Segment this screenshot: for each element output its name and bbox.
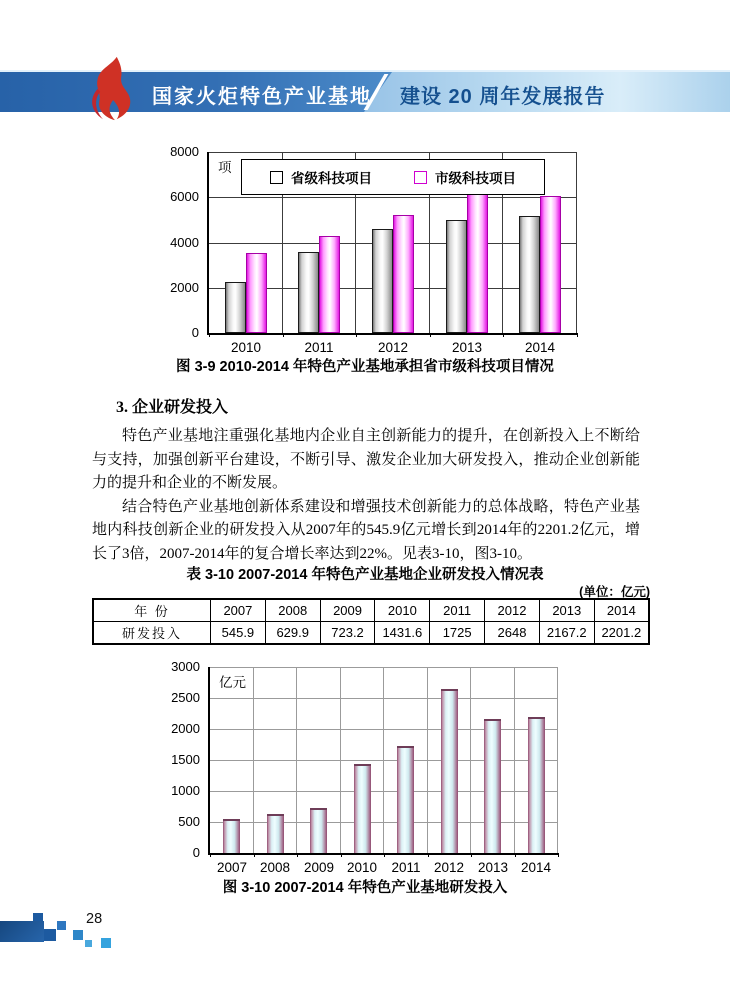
chart-legend xyxy=(241,159,545,195)
bar-2014-市级科技项目 xyxy=(540,196,561,333)
bar-2007-研发投入 xyxy=(223,819,240,853)
table-data-cell: 2201.2 xyxy=(594,622,649,645)
bar-2013-省级科技项目 xyxy=(446,220,467,333)
rd-investment-table xyxy=(92,598,650,645)
legend-item xyxy=(414,167,516,187)
pixel-decoration xyxy=(85,940,92,947)
bar-2010-省级科技项目 xyxy=(225,282,246,333)
bar-2014-省级科技项目 xyxy=(519,216,540,333)
pixel-decoration xyxy=(33,913,43,921)
torch-flame-icon xyxy=(84,56,144,122)
table-data-cell: 545.9 xyxy=(211,622,266,645)
chart-fig3-10 xyxy=(145,659,560,883)
bar-2011-省级科技项目 xyxy=(298,252,319,333)
x-axis-tick xyxy=(209,333,210,337)
v-gridline xyxy=(253,667,254,853)
y-axis-tick-label: 2000 xyxy=(171,721,200,736)
x-axis-tick xyxy=(297,853,298,857)
table-header-cell: 2014 xyxy=(594,599,649,622)
y-axis-tick-label: 1500 xyxy=(171,752,200,767)
x-axis-tick-label: 2012 xyxy=(433,860,465,875)
bar-2013-市级科技项目 xyxy=(467,193,488,333)
page-number: 28 xyxy=(86,911,103,927)
pixel-decoration xyxy=(0,921,44,942)
base-title: 国家火炬特色产业基地 xyxy=(152,86,372,108)
bar-2010-市级科技项目 xyxy=(246,253,267,333)
h-gridline xyxy=(210,667,558,668)
table-caption: 表 3-10 2007-2014 年特色产业基地企业研发投入情况表 xyxy=(186,567,544,583)
x-axis-tick-label: 2014 xyxy=(520,860,552,875)
pixel-decoration xyxy=(57,921,66,930)
x-axis-tick xyxy=(341,853,342,857)
bar-2011-研发投入 xyxy=(397,746,414,853)
table-header-cell: 2010 xyxy=(375,599,430,622)
legend-label: 市级科技项目 xyxy=(435,171,516,186)
x-axis-tick xyxy=(210,853,211,857)
legend-label: 省级科技项目 xyxy=(291,171,372,186)
bar-2009-研发投入 xyxy=(310,808,327,853)
figure-3-10-caption: 图 3-10 2007-2014 年特色产业基地研发投入 xyxy=(222,880,508,896)
pixel-decoration xyxy=(73,930,83,940)
pixel-decoration xyxy=(101,938,111,948)
table-data-cell: 1431.6 xyxy=(375,622,430,645)
x-axis-tick-label: 2014 xyxy=(524,340,556,355)
y-axis-tick-label: 2000 xyxy=(170,279,199,295)
x-axis-tick-label: 2013 xyxy=(451,340,483,355)
x-axis-tick-label: 2010 xyxy=(230,340,262,355)
section-heading: 3. 企业研发投入 xyxy=(116,399,229,416)
x-axis-tick-label: 2012 xyxy=(377,340,409,355)
x-axis-tick-label: 2007 xyxy=(216,860,248,875)
y-axis-tick-label: 3000 xyxy=(171,659,200,674)
h-gridline xyxy=(210,822,558,823)
bar-2013-研发投入 xyxy=(484,719,501,853)
table-header-cell: 2013 xyxy=(539,599,594,622)
paragraph-2: 结合特色产业基地创新体系建设和增强技术创新能力的总体战略，特色产业基地内科技创新企业的研发投入从2007年的545.9亿元增长到2014年的2201.2亿元，增长了3倍，2007-2014年的复合增长率达到22%。见表3-10，图3-10。 xyxy=(92,498,640,562)
plot-area xyxy=(208,667,558,875)
h-gridline xyxy=(210,760,558,761)
x-axis-tick xyxy=(471,853,472,857)
table-header-cell: 2007 xyxy=(211,599,266,622)
x-axis-tick-label: 2010 xyxy=(346,860,378,875)
bar-2011-市级科技项目 xyxy=(319,236,340,333)
table-header-cell: 年 份 xyxy=(93,599,211,622)
bar-2012-省级科技项目 xyxy=(372,229,393,333)
paragraph-1: 特色产业基地注重强化基地内企业自主创新能力的提升，在创新投入上不断给与支持，加强创新平台建设，不断引导、激发企业加大研发投入，推动企业创新能力的提升和企业的不断发展。 xyxy=(92,428,640,491)
table-header-cell: 2012 xyxy=(485,599,540,622)
x-axis-tick xyxy=(558,853,559,857)
x-axis-tick xyxy=(384,853,385,857)
body-text-block xyxy=(92,394,640,566)
y-axis-tick-label: 8000 xyxy=(170,144,199,159)
legend-swatch-icon xyxy=(414,171,427,184)
table-header-cell: 2008 xyxy=(265,599,320,622)
x-axis-tick xyxy=(254,853,255,857)
table-header-cell: 2009 xyxy=(320,599,375,622)
plot-area xyxy=(207,152,577,355)
x-axis-tick xyxy=(356,333,357,337)
table-unit-note: (单位：亿元) xyxy=(579,585,650,599)
x-axis-tick xyxy=(430,333,431,337)
x-axis-tick-label: 2009 xyxy=(303,860,335,875)
h-gridline xyxy=(209,152,577,153)
v-gridline xyxy=(470,667,471,853)
v-gridline xyxy=(383,667,384,853)
y-axis-tick-label: 4000 xyxy=(170,234,199,250)
x-axis-tick-label: 2008 xyxy=(259,860,291,875)
y-axis-tick-label: 500 xyxy=(178,814,200,829)
h-gridline xyxy=(210,698,558,699)
pixel-decoration xyxy=(44,929,56,941)
table-header-cell: 2011 xyxy=(430,599,485,622)
report-title: 建设 20 周年发展报告 xyxy=(400,86,606,108)
table-data-cell: 2648 xyxy=(485,622,540,645)
chart-fig3-9 xyxy=(145,144,579,363)
y-axis-unit-label: 项 xyxy=(218,160,232,175)
x-axis-tick xyxy=(577,333,578,337)
table-data-cell: 1725 xyxy=(430,622,485,645)
v-gridline xyxy=(557,667,558,853)
table-data-cell: 2167.2 xyxy=(539,622,594,645)
y-axis-tick-label: 6000 xyxy=(170,189,199,205)
bar-2010-研发投入 xyxy=(354,764,371,853)
x-axis-tick-label: 2011 xyxy=(391,860,421,875)
h-gridline xyxy=(210,729,558,730)
v-gridline xyxy=(514,667,515,853)
h-gridline xyxy=(210,791,558,792)
v-gridline xyxy=(296,667,297,853)
v-gridline xyxy=(427,667,428,853)
h-gridline xyxy=(209,197,577,198)
y-axis-tick-label: 1000 xyxy=(171,783,200,798)
page-footer xyxy=(0,905,220,965)
bar-2012-研发投入 xyxy=(441,689,458,853)
y-axis-tick-label: 0 xyxy=(192,845,200,860)
table-data-cell: 研发投入 xyxy=(93,622,211,645)
x-axis-tick-label: 2011 xyxy=(304,340,334,355)
x-axis-tick xyxy=(283,333,284,337)
bar-2008-研发投入 xyxy=(267,814,284,853)
x-axis-tick-label: 2013 xyxy=(477,860,509,875)
x-axis-tick xyxy=(515,853,516,857)
figure-3-9-caption: 图 3-9 2010-2014 年特色产业基地承担省市级科技项目情况 xyxy=(176,359,554,375)
bar-2012-市级科技项目 xyxy=(393,215,414,333)
x-axis-tick xyxy=(428,853,429,857)
legend-swatch-icon xyxy=(270,171,283,184)
y-axis-tick-label: 0 xyxy=(191,325,199,340)
bar-2014-研发投入 xyxy=(528,717,545,853)
legend-item xyxy=(270,167,372,187)
y-axis-tick-label: 2500 xyxy=(171,690,200,705)
x-axis-tick xyxy=(503,333,504,337)
v-gridline xyxy=(340,667,341,853)
v-gridline xyxy=(576,152,577,333)
table-data-cell: 629.9 xyxy=(265,622,320,645)
y-axis-unit-label: 亿元 xyxy=(219,675,246,690)
table-data-cell: 723.2 xyxy=(320,622,375,645)
